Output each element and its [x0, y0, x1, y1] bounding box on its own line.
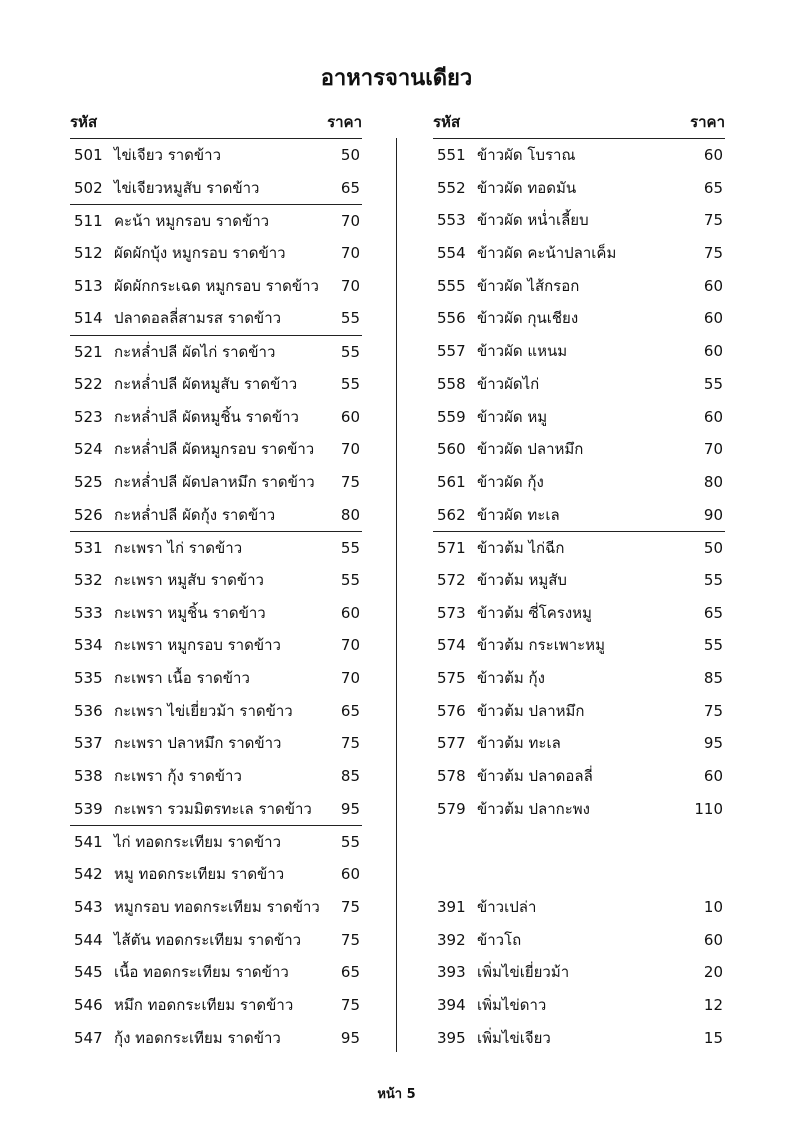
menu-item-price: 55 [340, 833, 360, 852]
menu-item-code: 525 [74, 472, 103, 491]
price-header: ราคา [690, 113, 725, 131]
menu-item-row [70, 564, 362, 597]
menu-item-code: 522 [74, 374, 103, 393]
menu-item-row [70, 825, 362, 858]
menu-item-price: 65 [340, 178, 360, 197]
menu-item-name: ข้าวต้ม ทะเล [477, 734, 561, 753]
menu-item-price: 50 [340, 146, 360, 164]
menu-item-row [70, 531, 362, 564]
menu-item-price: 60 [703, 342, 723, 361]
menu-item-code: 572 [437, 570, 466, 589]
menu-item-code: 574 [437, 636, 466, 655]
menu-item-row [70, 466, 362, 499]
menu-item-code: 555 [437, 276, 466, 295]
menu-item-code: 533 [74, 603, 103, 622]
menu-item-name: กะเพรา หมูชิ้น ราดข้าว [114, 603, 266, 622]
menu-item-name: ข้าวโถ [477, 930, 522, 949]
menu-item-row [70, 989, 362, 1022]
page-number: หน้า 5 [377, 1087, 416, 1102]
menu-item-price: 65 [703, 178, 723, 197]
menu-item-row [70, 401, 362, 434]
menu-item-price: 70 [340, 636, 360, 655]
menu-item-price: 70 [340, 212, 360, 231]
menu-item-code: 539 [74, 799, 103, 818]
menu-item-code: 501 [74, 146, 103, 164]
menu-item-code: 557 [437, 342, 466, 361]
menu-item-row [433, 433, 725, 466]
menu-item-code: 575 [437, 669, 466, 687]
menu-item-row [70, 891, 362, 924]
menu-item-name: กะเพรา หมูสับ ราดข้าว [114, 570, 264, 589]
menu-item-price: 55 [340, 570, 360, 589]
menu-item-row [70, 1022, 362, 1055]
menu-item-price: 20 [703, 963, 723, 982]
menu-item-row [433, 564, 725, 597]
menu-item-code: 524 [74, 440, 103, 459]
menu-item-name: ข้าวต้ม หมูสับ [477, 570, 567, 589]
menu-item-code: 543 [74, 897, 103, 916]
menu-item-price: 60 [703, 767, 723, 786]
menu-item-code: 512 [74, 244, 103, 263]
menu-item-name: เพิ่มไข่เยี่ยวม้า [477, 963, 570, 982]
menu-item-code: 391 [437, 897, 466, 916]
menu-item-price: 55 [703, 636, 723, 655]
menu-item-price: 75 [340, 930, 360, 949]
menu-item-code: 544 [74, 930, 103, 949]
menu-item-price: 90 [703, 505, 723, 524]
menu-item-price: 60 [703, 407, 723, 426]
menu-item-row [70, 302, 362, 335]
menu-item-name: ข้าวเปล่า [477, 897, 537, 916]
menu-item-price: 60 [340, 603, 360, 622]
menu-item-name: ข้าวต้ม ปลากะพง [477, 799, 590, 818]
menu-item-price: 75 [340, 897, 360, 916]
menu-column-right [433, 110, 725, 1054]
menu-item-name: ปลาดอลลี่สามรส ราดข้าว [114, 309, 282, 328]
menu-column-left [70, 110, 362, 1054]
menu-item-name: กะหล่ำปลี ผัดหมูชิ้น ราดข้าว [114, 407, 299, 426]
menu-item-price: 95 [340, 1028, 360, 1047]
menu-item-code: 531 [74, 539, 103, 558]
menu-item-name: ไก่ ทอดกระเทียม ราดข้าว [114, 833, 282, 852]
menu-item-row [70, 727, 362, 760]
column-header [433, 110, 725, 139]
price-header: ราคา [327, 113, 362, 131]
menu-item-code: 532 [74, 570, 103, 589]
menu-item-code: 521 [74, 343, 103, 362]
menu-item-code: 546 [74, 995, 103, 1014]
menu-item-price: 75 [703, 211, 723, 230]
menu-item-row [70, 793, 362, 826]
menu-item-row [70, 237, 362, 270]
menu-item-row [70, 139, 362, 172]
menu-item-name: ข้าวผัด แหนม [477, 342, 568, 361]
menu-item-row [70, 270, 362, 303]
menu-item-row [433, 989, 725, 1022]
menu-item-price: 50 [703, 539, 723, 558]
menu-item-price: 85 [340, 767, 360, 786]
menu-item-name: กะเพรา หมูกรอบ ราดข้าว [114, 636, 281, 655]
menu-item-row [433, 368, 725, 401]
menu-item-price: 80 [703, 472, 723, 491]
menu-item-name: ข้าวต้ม กระเพาะหมู [477, 636, 605, 655]
menu-item-row [433, 172, 725, 205]
menu-item-row [433, 662, 725, 695]
menu-item-name: คะน้า หมูกรอบ ราดข้าว [114, 212, 270, 231]
menu-item-row [433, 401, 725, 434]
code-header: รหัส [70, 113, 98, 131]
menu-item-code: 513 [74, 276, 103, 295]
menu-item-name: ข้าวผัด หน่ำเลี้ยบ [477, 211, 589, 230]
menu-item-name: หมึก ทอดกระเทียม ราดข้าว [114, 995, 294, 1014]
menu-item-price: 55 [340, 374, 360, 393]
menu-item-row [433, 139, 725, 172]
menu-item-name: เพิ่มไข่ดาว [477, 995, 547, 1014]
menu-item-row [433, 891, 725, 924]
menu-item-name: ข้าวต้ม ปลาดอลลี่ [477, 767, 593, 786]
menu-item-row [433, 924, 725, 957]
menu-item-code: 553 [437, 211, 466, 230]
menu-item-price: 65 [340, 701, 360, 720]
menu-item-price: 70 [340, 276, 360, 295]
menu-item-row [433, 531, 725, 564]
menu-item-row [433, 1022, 725, 1055]
menu-item-price: 15 [703, 1028, 723, 1047]
menu-item-code: 556 [437, 309, 466, 328]
menu-item-row [433, 956, 725, 989]
menu-item-name: ข้าวต้ม กุ้ง [477, 669, 545, 687]
page-title: อาหารจานเดียว [320, 66, 473, 91]
menu-item-price: 70 [340, 440, 360, 459]
menu-item-name: ไส้ตัน ทอดกระเทียม ราดข้าว [114, 930, 302, 949]
menu-item-code: 393 [437, 963, 466, 982]
menu-item-code: 537 [74, 734, 103, 753]
menu-item-name: กะเพรา รวมมิตรทะเล ราดข้าว [114, 799, 312, 818]
menu-item-row [70, 924, 362, 957]
menu-item-price: 12 [703, 995, 723, 1014]
menu-item-code: 394 [437, 995, 466, 1014]
menu-item-name: กะเพรา ไก่ ราดข้าว [114, 539, 243, 558]
menu-item-name: ข้าวผัด โบราณ [477, 146, 576, 164]
menu-item-price: 110 [694, 799, 723, 818]
menu-item-row [433, 499, 725, 532]
menu-list-left [70, 139, 362, 1054]
menu-item-code: 538 [74, 767, 103, 786]
menu-item-name: ข้าวผัด คะน้าปลาเค็ม [477, 244, 617, 263]
menu-item-name: กุ้ง ทอดกระเทียม ราดข้าว [114, 1028, 281, 1047]
menu-item-name: ข้าวผัด กุ้ง [477, 472, 544, 491]
column-header [70, 110, 362, 139]
menu-item-price: 95 [340, 799, 360, 818]
code-header: รหัส [433, 113, 461, 131]
menu-item-code: 545 [74, 963, 103, 982]
menu-item-name: ข้าวผัด กุนเชียง [477, 309, 579, 328]
menu-item-row [70, 499, 362, 532]
menu-item-row [70, 695, 362, 728]
menu-item-name: กะเพรา ไข่เยี่ยวม้า ราดข้าว [114, 701, 293, 720]
menu-item-price: 75 [703, 244, 723, 263]
menu-item-price: 60 [340, 865, 360, 884]
menu-item-price: 55 [340, 309, 360, 328]
menu-item-code: 542 [74, 865, 103, 884]
menu-item-name: หมู ทอดกระเทียม ราดข้าว [114, 865, 285, 884]
menu-item-row [433, 858, 725, 891]
menu-item-name: เพิ่มไข่เจียว [477, 1028, 551, 1047]
menu-item-name: เนื้อ ทอดกระเทียม ราดข้าว [114, 963, 289, 982]
menu-item-price: 70 [340, 244, 360, 263]
menu-item-name: กะหล่ำปลี ผัดหมูกรอบ ราดข้าว [114, 440, 315, 459]
menu-item-price: 80 [340, 505, 360, 524]
menu-item-row [70, 629, 362, 662]
menu-item-code: 526 [74, 505, 103, 524]
menu-item-name: ข้าวผัด ไส้กรอก [477, 276, 580, 295]
menu-item-code: 541 [74, 833, 103, 852]
menu-item-price: 60 [703, 309, 723, 328]
menu-item-price: 65 [340, 963, 360, 982]
menu-item-code: 559 [437, 407, 466, 426]
menu-item-row [433, 335, 725, 368]
menu-item-price: 95 [703, 734, 723, 753]
menu-item-code: 578 [437, 767, 466, 786]
menu-item-code: 536 [74, 701, 103, 720]
menu-item-row [70, 172, 362, 205]
menu-item-price: 75 [340, 995, 360, 1014]
menu-item-code: 561 [437, 472, 466, 491]
menu-item-row [70, 204, 362, 237]
menu-item-price: 55 [703, 570, 723, 589]
menu-item-name: ข้าวผัด ทะเล [477, 505, 560, 524]
menu-item-name: กะเพรา กุ้ง ราดข้าว [114, 767, 242, 786]
menu-list-right [433, 139, 725, 1054]
menu-item-code: 571 [437, 539, 466, 558]
menu-item-name: ไข่เจียวหมูสับ ราดข้าว [114, 178, 260, 197]
menu-item-code: 551 [437, 146, 466, 164]
menu-item-row [70, 433, 362, 466]
menu-item-price: 60 [703, 930, 723, 949]
menu-item-name: กะเพรา เนื้อ ราดข้าว [114, 669, 250, 687]
menu-item-price: 10 [703, 897, 723, 916]
menu-item-code: 579 [437, 799, 466, 818]
menu-item-row [433, 695, 725, 728]
menu-item-code: 523 [74, 407, 103, 426]
menu-item-price: 60 [703, 146, 723, 164]
menu-item-code: 514 [74, 309, 103, 328]
menu-item-code: 547 [74, 1028, 103, 1047]
menu-item-price: 75 [340, 734, 360, 753]
menu-item-code: 535 [74, 669, 103, 687]
menu-item-row [433, 204, 725, 237]
menu-item-price: 70 [340, 669, 360, 687]
menu-item-name: ไข่เจียว ราดข้าว [114, 146, 222, 164]
menu-item-name: ข้าวผัดไก่ [477, 374, 540, 393]
menu-item-code: 534 [74, 636, 103, 655]
menu-item-price: 85 [703, 669, 723, 687]
menu-item-name: หมูกรอบ ทอดกระเทียม ราดข้าว [114, 897, 320, 916]
column-divider [396, 138, 397, 1052]
menu-item-name: ข้าวผัด ปลาหมึก [477, 440, 584, 459]
menu-item-row [70, 335, 362, 368]
menu-item-price: 60 [703, 276, 723, 295]
menu-item-row [70, 597, 362, 630]
menu-item-price: 70 [703, 440, 723, 459]
menu-item-row [70, 368, 362, 401]
menu-item-code: 560 [437, 440, 466, 459]
menu-item-price: 75 [703, 701, 723, 720]
menu-item-row [70, 956, 362, 989]
menu-item-name: ข้าวผัด หมู [477, 407, 548, 426]
menu-item-name: ผัดผักกระเฉด หมูกรอบ ราดข้าว [114, 276, 319, 295]
menu-item-name: ข้าวต้ม ปลาหมึก [477, 701, 585, 720]
menu-item-name: ข้าวต้ม ซี่โครงหมู [477, 603, 592, 622]
menu-item-row [70, 858, 362, 891]
menu-item-price: 75 [340, 472, 360, 491]
menu-item-row [433, 793, 725, 826]
menu-item-name: กะหล่ำปลี ผัดปลาหมึก ราดข้าว [114, 472, 315, 491]
menu-item-row [433, 760, 725, 793]
menu-item-price: 55 [703, 374, 723, 393]
menu-item-name: ข้าวผัด ทอดมัน [477, 178, 577, 197]
menu-item-code: 576 [437, 701, 466, 720]
menu-item-row [433, 237, 725, 270]
menu-item-row [70, 760, 362, 793]
menu-item-price: 55 [340, 343, 360, 362]
menu-item-name: กะหล่ำปลี ผัดไก่ ราดข้าว [114, 343, 276, 362]
menu-item-row [433, 270, 725, 303]
menu-item-code: 554 [437, 244, 466, 263]
menu-item-code: 552 [437, 178, 466, 197]
menu-item-name: ข้าวต้ม ไก่ฉีก [477, 539, 565, 558]
menu-item-price: 60 [340, 407, 360, 426]
menu-item-code: 511 [74, 212, 103, 231]
menu-item-name: กะหล่ำปลี ผัดหมูสับ ราดข้าว [114, 374, 298, 393]
menu-item-price: 65 [703, 603, 723, 622]
menu-item-code: 395 [437, 1028, 466, 1047]
menu-item-row [433, 825, 725, 858]
menu-item-row [433, 629, 725, 662]
menu-item-name: กะหล่ำปลี ผัดกุ้ง ราดข้าว [114, 505, 276, 524]
menu-item-code: 573 [437, 603, 466, 622]
menu-item-code: 392 [437, 930, 466, 949]
menu-item-code: 577 [437, 734, 466, 753]
menu-item-price: 55 [340, 539, 360, 558]
menu-item-code: 558 [437, 374, 466, 393]
menu-item-row [433, 727, 725, 760]
menu-item-row [433, 597, 725, 630]
menu-item-row [433, 466, 725, 499]
menu-item-code: 502 [74, 178, 103, 197]
menu-item-code: 562 [437, 505, 466, 524]
menu-item-name: กะเพรา ปลาหมึก ราดข้าว [114, 734, 282, 753]
menu-item-row [70, 662, 362, 695]
menu-item-row [433, 302, 725, 335]
menu-item-name: ผัดผักบุ้ง หมูกรอบ ราดข้าว [114, 244, 286, 263]
